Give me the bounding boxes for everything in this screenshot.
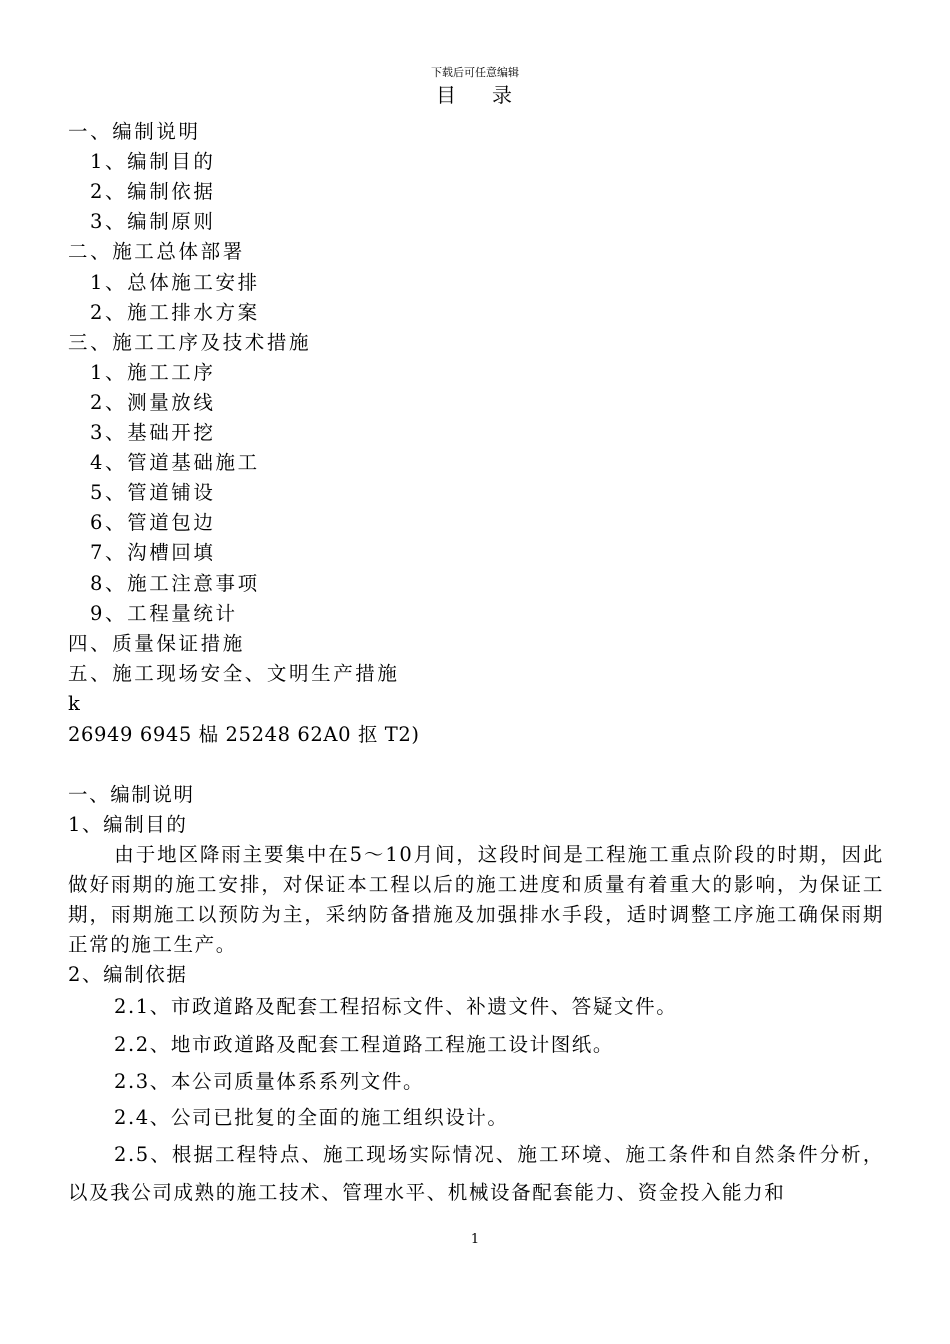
toc-item: 三、施工工序及技术措施 <box>68 331 312 354</box>
basis-item: 2.3、本公司质量体系系列文件。 <box>114 1070 425 1093</box>
toc-item: 五、施工现场安全、文明生产措施 <box>68 662 400 685</box>
toc-item: 6、管道包边 <box>90 511 216 534</box>
basis-item: 2.2、地市政道路及配套工程道路工程施工设计图纸。 <box>114 1033 615 1056</box>
paragraph-purpose-text: 由于地区降雨主要集中在5～10月间，这段时间是工程施工重点阶段的时期，因此做好雨期的施工安排，对保证本工程以后的施工进度和质量有着重大的影响，为保证工期，雨期施工以预防为主，采纳防备措施及加强排水手段，适时调整工序施工确保雨期正常的施工生产。 <box>68 843 884 956</box>
toc-item: 2、施工排水方案 <box>90 301 260 324</box>
toc-item: 1、施工工序 <box>90 361 216 384</box>
toc-item: 二、施工总体部署 <box>68 240 245 263</box>
basis-item: 2.4、公司已批复的全面的施工组织设计。 <box>114 1106 509 1129</box>
toc-item: 4、管道基础施工 <box>90 451 260 474</box>
stray-text: k <box>68 692 83 715</box>
toc-item: 1、总体施工安排 <box>90 271 260 294</box>
toc-item: 2、测量放线 <box>90 391 216 414</box>
toc-item: 一、编制说明 <box>68 120 201 143</box>
basis-item: 2.1、市政道路及配套工程招标文件、补遗文件、答疑文件。 <box>114 995 678 1018</box>
toc-item: 3、编制原则 <box>90 210 216 233</box>
toc-item: 9、工程量统计 <box>90 602 238 625</box>
toc-item: 四、质量保证措施 <box>68 632 245 655</box>
stray-code-text: 26949 6945 榀 25248 62A0 抠 T2) <box>68 723 420 746</box>
basis-item-long-text: 2.5、根据工程特点、施工现场实际情况、施工环境、施工条件和自然条件分析，以及我公司成熟的施工技术、管理水平、机械设备配套能力、资金投入能力和 <box>68 1143 884 1204</box>
toc-title <box>0 82 950 108</box>
subsection-heading: 2、编制依据 <box>68 963 188 986</box>
toc-item: 3、基础开挖 <box>90 421 216 444</box>
toc-item: 5、管道铺设 <box>90 481 216 504</box>
toc-title-char-2: 录 <box>492 83 514 107</box>
basis-item-long <box>68 1136 884 1212</box>
toc-item: 1、编制目的 <box>90 150 216 173</box>
toc-item: 8、施工注意事项 <box>90 572 260 595</box>
subsection-heading: 1、编制目的 <box>68 813 188 836</box>
toc-title-char-1: 目 <box>436 83 458 107</box>
page-number: 1 <box>470 1232 480 1247</box>
header-note: 下载后可任意编辑 <box>431 66 519 79</box>
paragraph-purpose <box>68 840 884 960</box>
section-heading: 一、编制说明 <box>68 783 195 806</box>
toc-item: 2、编制依据 <box>90 180 216 203</box>
toc-item: 7、沟槽回填 <box>90 541 216 564</box>
